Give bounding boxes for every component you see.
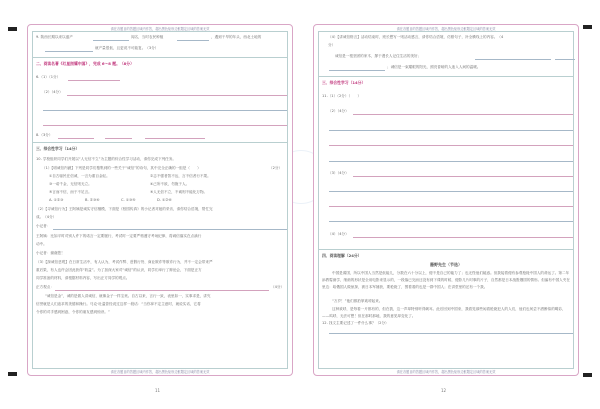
q10-4-blank-3[interactable] [329,70,385,71]
q9-blank-3[interactable] [45,51,93,52]
q11-3-label: （3）（4分） [328,171,349,175]
q11-2-answer-line[interactable] [329,145,573,146]
q8-answer-line[interactable] [105,138,132,139]
q9-blank-2[interactable] [177,40,209,41]
interview-answer-a: 王阿姨：比如平时对别人许下的诺言一定要履行，考试时一定要严格遵守考场纪律，将诚信落实在点滴行 [36,234,202,238]
reporter-answer-line[interactable] [53,229,287,230]
q6-2-answer-line[interactable] [43,125,287,126]
poem-option-5: ⑤言而不信，而于不足言。 [49,190,92,194]
q6-2-answer-line[interactable] [43,110,287,111]
q11-2-answer-line[interactable] [329,130,573,131]
article-paragraph-1: 中国是弱国，所以中国人当然是低能儿，分数在六十分以上，便不是自己的能力了；也无怪他们疑惑。但我接着便有参观枪毙中国人的命运了。第二年添教霉菌学，细菌的形状是全用电影来显示的，一段落已完而还没有到下课的时候，便影几片时事的片子，自然都是日本战胜俄国的情形。但偏有中国人夹在里边：给俄国人做侦探，被日本军捕获，要枪毙了，围着看的也是一群中国人；在讲堂里的还有一个我。 [322,271,570,289]
q10-intro: 10. 学校组织同学们开展以“人无信不立”为主题的综合性学习活动，请你完成下列任务。 [36,157,176,161]
answer-area-right [318,31,574,369]
q11-3-answer-line[interactable] [329,191,573,192]
q11-3-answer-line[interactable] [353,176,573,177]
answer-sheet-page-left [27,24,293,376]
section3-block [33,143,287,368]
reporter-thanks: 小记者：谢谢您！ [36,251,65,255]
q12-prompt: 12. 找文主要记述了一件什么事？（2分） [322,321,389,325]
q8-label: 8.（3分） [36,133,53,137]
q11-2-label: （2）（4分） [328,109,349,113]
choice-c[interactable]: C. ①③⑤ [121,198,136,202]
q8-answer-line[interactable] [145,138,205,139]
q11-3-answer-line[interactable] [329,206,573,207]
registration-marker [583,373,592,377]
section4-title: 四、阅读理解（24分） [322,253,362,258]
q10-3-prompt-a: （3）【探诚信悲观】在日常生活中，有人认为，考试作弊、虚假行货、商业欺诈等欺诈行为，并不一定会带来严 [36,260,213,264]
poem-option-2: ②志不强者智不达，言不信者行不果。 [150,174,211,178]
section3-title: 三、综合性学习（14分） [36,146,80,151]
affirmative-answer-line[interactable] [55,290,269,291]
q10-4-prompt-cont: 分） [328,43,336,47]
q10-4-blank-1[interactable] [475,59,551,60]
q11-2-answer-line[interactable] [353,114,573,115]
page-number-right: 12 [441,388,447,393]
q10-3-prompt-b: 重后果，有人也许会因此获得“收益”。为了加深大家对“诚信”的认识，同学们举行了辩论会，下面是正方 [36,268,202,272]
q6-1-answer-line[interactable] [68,80,120,81]
q10-4-sentence-2: ；诚信是一束耀眼的阳光，照亮昏暗的人迷入人间的温暖。 [387,65,481,69]
q11-4-answer-line[interactable] [353,237,573,238]
poem-option-1: ①自古驱民在信诚，一言为重百金轻。 [49,174,110,178]
q10-4-block [319,32,573,77]
q9-blank-1[interactable] [93,40,129,41]
affirmative-score: （4分） [271,285,285,289]
article-paragraph-3: 这种欢呼，是每看一片都有的，但在我，这一声却特别听得刺耳。此后回到中国来，我看见那些闲看枪毙犯人的人们，他们也何尝不酒醉似的喝彩，——呜呼，无法可想！但在那时那地，我的意见却变化了。 [322,307,566,318]
poem-option-3: ③一诺千金，无信则无立。 [49,182,92,186]
registration-marker [8,372,17,376]
registration-marker [8,27,17,31]
affirmative-label: 正方观点： [36,285,54,289]
quote-line-a: “诚信是金”，诚的是做人讲诚信，就像金子一样宝贵。自古以来，言行一致，表里如一，实事求是，讲究 [45,294,211,298]
q9-text-d: 就产量很低，且更说不可能复。（3分） [95,46,159,50]
q12-answer-line[interactable] [329,333,573,334]
q9-text-a: 9. 陕西长期以来以盛产 [36,35,73,39]
answer-sheet-page-right [313,24,579,376]
q10-2-prompt: （2）【寻诚信行为】王阿姨是诚实守信楷模，下面是《校园传真》的小记者对她的采访，请你结合语境，帮忙完 [36,207,213,211]
section4-block [319,250,573,368]
q6-1-label: 6.（1）（1分） [36,75,61,79]
q11-1-label: 11.（1）（2分）（ ） [322,94,362,98]
answer-area-left [32,31,288,369]
section3-title: 三、综合性学习（14分） [322,80,366,85]
page-header-note: 请在各题目的答题区域内作答，超出黑色矩形边框限定区域的答案无效 [396,27,496,31]
quote-line-c: 令你的对手感到困惑，令你的朋友感到惊讶。” [36,310,110,314]
choice-d[interactable]: D. ①②⑥ [157,198,172,202]
q10-4-prompt: （4）【讲诚信格言】活动结束时，班长想写一则活动感言，请你结合语境，仿照句子，补全横线上的内容。（4 [328,35,504,39]
section3-answers-block [319,77,573,250]
q9-text-b: 闻名，当时农民种植 [131,35,164,39]
reporter-label: 小记者： [36,224,51,228]
page-footer-note: 请在各题目的答题区域内作答，超出黑色矩形边框限定区域的答案无效 [396,370,496,374]
section2-block [33,58,287,143]
q10-1-prompt: （1）【明诚信内涵】下列是同学们搜集到的一些关于“诚信”的诗句，其中完全正确的一组是（ ） [42,166,201,170]
registration-marker [583,25,592,29]
quote-line-b: 信誉就是人们追求的美德和操行。马克·吐温曾经说过这样一段话：“当你拿不定主意时，就说实话，它将 [36,302,201,306]
choice-b[interactable]: B. ②③⑥ [85,198,100,202]
q11-2-answer-line[interactable] [329,161,573,162]
q10-3-prompt-c: 同学准备的材料，请根据材料内容，写出正方同学的观点。 [36,276,130,280]
section2-title: 二、阅读名著《红星照耀中国》，完成 6～8 题。（8分） [36,61,134,66]
q6-2-answer-line[interactable] [67,95,287,96]
q10-2-prompt-cont: 成。（4分） [36,215,57,219]
q9-block [33,32,287,58]
page-header-note: 请在各题目的答题区域内作答，超出黑色矩形边框限定区域的答案无效 [110,27,210,31]
interview-answer-b: 动中。 [36,242,47,246]
q10-4-sentence-1: 诚信是一根坚固的家木，撑于漫长人记住生活的美好； [335,54,422,58]
choice-a[interactable]: A. ①②③ [49,198,64,202]
article-title: 藤野先生（节选） [430,262,462,267]
poem-option-6: ⑥人无信不立，不诚则不能化万物。 [150,190,208,194]
poem-option-4: ④己所不欲，勿施于人。 [150,182,190,186]
q10-1-score: （2分） [269,166,283,170]
q9-text-c: ，遇到干旱的年头，西北土地的 [211,35,262,39]
page-number-left: 11 [155,388,161,393]
page-footer-note: 请在各题目的答题区域内作答，超出黑色矩形边框限定区域的答案无效 [110,370,210,374]
q10-4-blank-2[interactable] [555,59,575,60]
q11-3-answer-line[interactable] [329,221,573,222]
article-paragraph-2: “万岁！”他们都拍掌欢呼起来。 [332,299,383,303]
q11-4-label: （4）（4分） [328,232,349,236]
q8-answer-line[interactable] [58,138,94,139]
q6-2-label: （2）（4分） [42,90,63,94]
